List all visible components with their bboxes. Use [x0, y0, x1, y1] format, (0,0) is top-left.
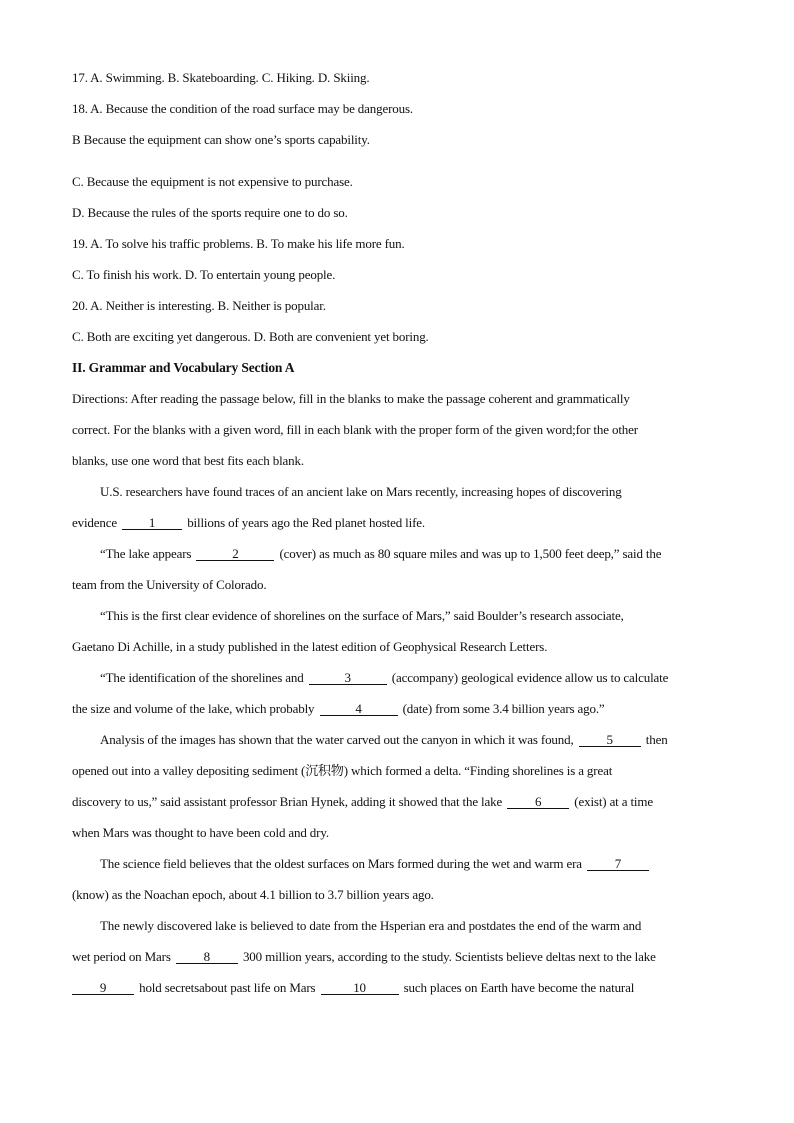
- question-20-options-ab: 20. A. Neither is interesting. B. Neither is popular.: [72, 298, 326, 313]
- question-17: 17. A. Swimming. B. Skateboarding. C. Hiking. D. Skiing.: [72, 70, 370, 85]
- blank-4: 4: [320, 702, 398, 716]
- passage-text: evidence: [72, 515, 121, 530]
- passage-line: [72, 786, 722, 817]
- passage-line: [72, 507, 722, 538]
- passage-text: (exist) at a time: [571, 794, 653, 809]
- blank-10: 10: [321, 981, 399, 995]
- passage-text: the size and volume of the lake, which probably: [72, 701, 318, 716]
- question-18-option-b: B Because the equipment can show one’s sports capability.: [72, 132, 370, 147]
- passage-text: such places on Earth have become the natural: [400, 980, 635, 995]
- passage-line: team from the University of Colorado.: [72, 577, 267, 592]
- blank-9: 9: [72, 981, 134, 995]
- passage-line: [72, 693, 722, 724]
- passage-line: The newly discovered lake is believed to date from the Hsperian era and postdates the end of the warm and: [100, 918, 642, 933]
- blank-6: 6: [507, 795, 569, 809]
- passage-text: Analysis of the images has shown that the water carved out the canyon in which it was found,: [100, 732, 577, 747]
- section-heading: II. Grammar and Vocabulary Section A: [72, 360, 295, 375]
- passage-text: billions of years ago the Red planet hosted life.: [184, 515, 425, 530]
- blank-1: 1: [122, 516, 182, 530]
- question-20-options-cd: C. Both are exciting yet dangerous. D. Both are convenient yet boring.: [72, 329, 429, 344]
- directions-line-3: blanks, use one word that best fits each blank.: [72, 453, 304, 468]
- blank-7: 7: [587, 857, 649, 871]
- passage-text: (date) from some 3.4 billion years ago.”: [399, 701, 605, 716]
- document-page: [72, 62, 722, 1003]
- passage-text: “The identification of the shorelines and: [100, 670, 307, 685]
- question-19-options-cd: C. To finish his work. D. To entertain young people.: [72, 267, 336, 282]
- directions-line-2: correct. For the blanks with a given word, fill in each blank with the proper form of the given word;for the other: [72, 422, 638, 437]
- directions-line-1: Directions: After reading the passage below, fill in the blanks to make the passage coherent and grammatically: [72, 391, 630, 406]
- passage-text: “The lake appears: [100, 546, 195, 561]
- passage-line: (know) as the Noachan epoch, about 4.1 billion to 3.7 billion years ago.: [72, 887, 434, 902]
- passage-text: 300 million years, according to the study. Scientists believe deltas next to the lake: [239, 949, 656, 964]
- passage-text: then: [642, 732, 668, 747]
- passage-text: (cover) as much as 80 square miles and was up to 1,500 feet deep,” said the: [276, 546, 662, 561]
- passage-text: wet period on Mars: [72, 949, 174, 964]
- question-19-options-ab: 19. A. To solve his traffic problems. B. To make his life more fun.: [72, 236, 405, 251]
- passage-line: [72, 724, 722, 755]
- passage-line: [72, 538, 722, 569]
- passage-line: U.S. researchers have found traces of an ancient lake on Mars recently, increasing hopes of discovering: [100, 484, 622, 499]
- question-18-option-a: 18. A. Because the condition of the road surface may be dangerous.: [72, 101, 413, 116]
- passage-line: opened out into a valley depositing sediment (沉积物) which formed a delta. “Finding shorelines is a great: [72, 763, 613, 778]
- passage-text: hold secretsabout past life on Mars: [136, 980, 319, 995]
- passage-text: The science field believes that the oldest surfaces on Mars formed during the wet and warm era: [100, 856, 585, 871]
- passage-line: [72, 848, 722, 879]
- passage-line: Gaetano Di Achille, in a study published in the latest edition of Geophysical Research Letters.: [72, 639, 548, 654]
- question-18-option-c: C. Because the equipment is not expensive to purchase.: [72, 174, 353, 189]
- blank-5: 5: [579, 733, 641, 747]
- passage-text: (accompany) geological evidence allow us to calculate: [388, 670, 669, 685]
- passage-line: when Mars was thought to have been cold and dry.: [72, 825, 329, 840]
- blank-2: 2: [196, 547, 274, 561]
- passage-text: discovery to us,” said assistant professor Brian Hynek, adding it showed that the lake: [72, 794, 506, 809]
- passage-line: “This is the first clear evidence of shorelines on the surface of Mars,” said Boulder’s research associate,: [100, 608, 624, 623]
- passage-line: [72, 662, 722, 693]
- passage-line: [72, 941, 722, 972]
- question-18-option-d: D. Because the rules of the sports require one to do so.: [72, 205, 348, 220]
- passage-line: [72, 972, 722, 1003]
- blank-8: 8: [176, 950, 238, 964]
- blank-3: 3: [309, 671, 387, 685]
